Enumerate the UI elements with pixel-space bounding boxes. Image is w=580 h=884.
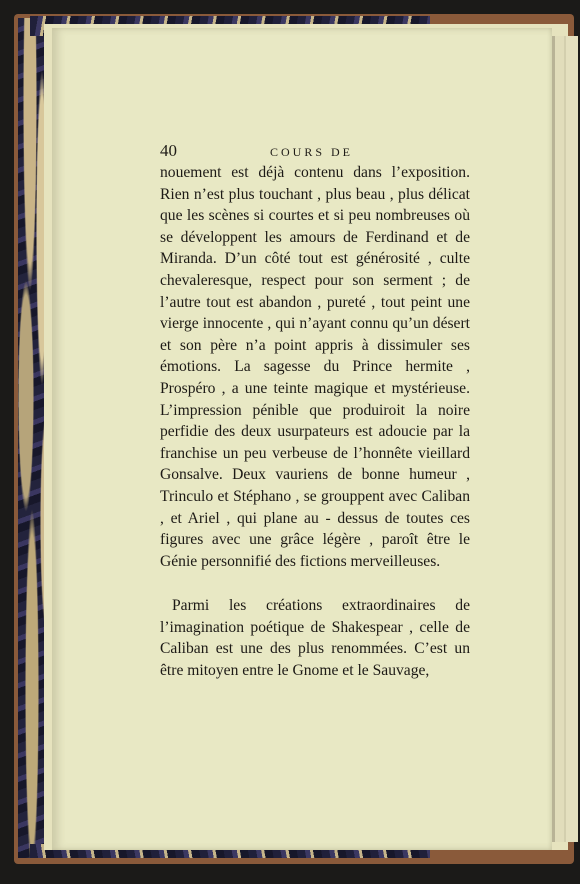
paragraph: nouement est déjà contenu dans l’exposition. Rien n’est plus touchant , plus beau , plus délicat que les scènes si courtes et si peu nombreuses où se développent les amours de Ferdinand et de Miranda. D’un côté tout est générosité , culte chevaleresque, respect pour son serment ; de l’autre tout est abandon , pureté , tout peint une vierge innocente , qui n’ayant connu qu’un désert et son père n’a point appris à dissimuler ses émotions. La sagesse du Prince hermite , Prospéro , a une teinte magique et mystérieuse. L’impression pénible que produiroit la noire perfidie des deux usurpateurs est adoucie par la franchise un peu verbeuse de l’honnête vieillard Gonsalve. Deux vauriens de bonne humeur , Trinculo et Stéphano , se grouppent avec Caliban , et Ariel , qui plane au - dessus de toutes ces figures avec une grâce légère , paroît être le Génie personnifié des fictions merveilleuses. xyxy=(160,164,470,570)
running-head: COURS DE xyxy=(270,145,354,159)
page-number: 40 xyxy=(160,141,177,160)
page-text xyxy=(160,162,470,682)
page-edges xyxy=(552,36,578,842)
paragraph: Parmi les créations extraordinaires de l’imagination poétique de Shakespear , celle de Caliban est une des plus renommées. C’est un être mitoyen entre le Gnome et le Sauvage, xyxy=(160,597,470,680)
